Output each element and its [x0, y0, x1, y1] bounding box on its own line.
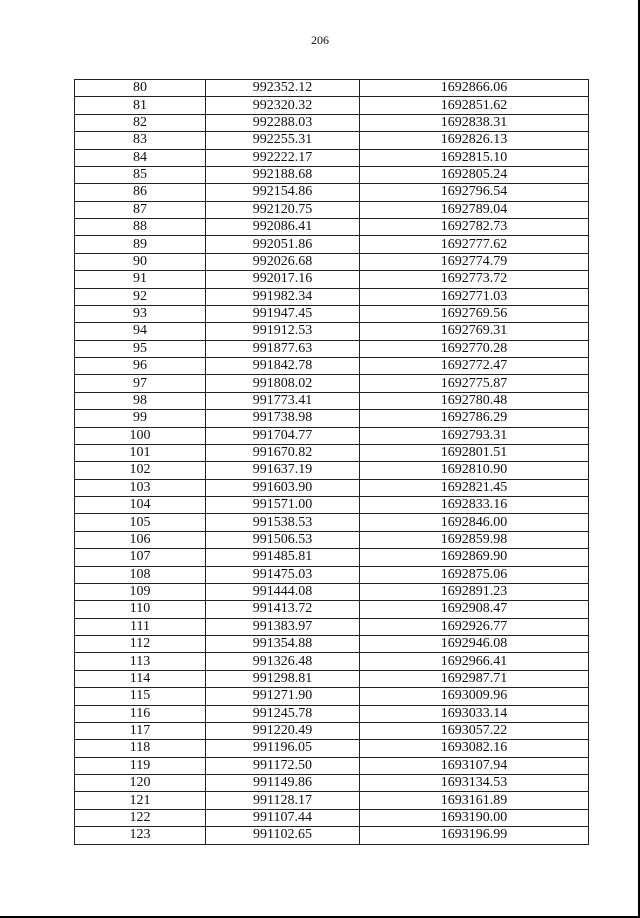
x-coordinate-cell: 992320.32: [206, 97, 360, 114]
x-coordinate-cell: 992255.31: [206, 132, 360, 149]
y-coordinate-cell: 1693161.89: [360, 792, 589, 809]
x-coordinate-cell: 991704.77: [206, 427, 360, 444]
point-number-cell: 84: [75, 149, 206, 166]
table-row: [75, 705, 589, 722]
point-number-cell: 113: [75, 653, 206, 670]
table-row: [75, 358, 589, 375]
point-number-cell: 115: [75, 688, 206, 705]
table-row: [75, 80, 589, 97]
x-coordinate-cell: 991982.34: [206, 288, 360, 305]
x-coordinate-cell: 991637.19: [206, 462, 360, 479]
x-coordinate-cell: 991326.48: [206, 653, 360, 670]
y-coordinate-cell: 1692846.00: [360, 514, 589, 531]
point-number-cell: 102: [75, 462, 206, 479]
x-coordinate-cell: 991271.90: [206, 688, 360, 705]
x-coordinate-cell: 991670.82: [206, 444, 360, 461]
y-coordinate-cell: 1692926.77: [360, 618, 589, 635]
table-row: [75, 740, 589, 757]
point-number-cell: 95: [75, 340, 206, 357]
point-number-cell: 117: [75, 722, 206, 739]
table-row: [75, 166, 589, 183]
y-coordinate-cell: 1692770.28: [360, 340, 589, 357]
point-number-cell: 91: [75, 271, 206, 288]
table-row: [75, 566, 589, 583]
point-number-cell: 116: [75, 705, 206, 722]
x-coordinate-cell: 992051.86: [206, 236, 360, 253]
table-row: [75, 531, 589, 548]
x-coordinate-cell: 992086.41: [206, 219, 360, 236]
y-coordinate-cell: 1693134.53: [360, 775, 589, 792]
x-coordinate-cell: 991107.44: [206, 809, 360, 826]
table-row: [75, 514, 589, 531]
point-number-cell: 110: [75, 601, 206, 618]
table-row: [75, 583, 589, 600]
y-coordinate-cell: 1692793.31: [360, 427, 589, 444]
x-coordinate-cell: 991128.17: [206, 792, 360, 809]
y-coordinate-cell: 1692908.47: [360, 601, 589, 618]
x-coordinate-cell: 991413.72: [206, 601, 360, 618]
point-number-cell: 86: [75, 184, 206, 201]
y-coordinate-cell: 1692786.29: [360, 410, 589, 427]
table-row: [75, 271, 589, 288]
point-number-cell: 93: [75, 305, 206, 322]
y-coordinate-cell: 1692987.71: [360, 670, 589, 687]
point-number-cell: 105: [75, 514, 206, 531]
point-number-cell: 98: [75, 392, 206, 409]
point-number-cell: 119: [75, 757, 206, 774]
point-number-cell: 114: [75, 670, 206, 687]
y-coordinate-cell: 1692851.62: [360, 97, 589, 114]
x-coordinate-cell: 992288.03: [206, 114, 360, 131]
table-row: [75, 757, 589, 774]
x-coordinate-cell: 991738.98: [206, 410, 360, 427]
y-coordinate-cell: 1692769.31: [360, 323, 589, 340]
y-coordinate-cell: 1692772.47: [360, 358, 589, 375]
x-coordinate-cell: 991220.49: [206, 722, 360, 739]
x-coordinate-cell: 991444.08: [206, 583, 360, 600]
point-number-cell: 104: [75, 497, 206, 514]
point-number-cell: 108: [75, 566, 206, 583]
x-coordinate-cell: 991102.65: [206, 827, 360, 844]
y-coordinate-cell: 1692891.23: [360, 583, 589, 600]
table-row: [75, 809, 589, 826]
point-number-cell: 94: [75, 323, 206, 340]
y-coordinate-cell: 1692771.03: [360, 288, 589, 305]
table-row: [75, 497, 589, 514]
table-row: [75, 479, 589, 496]
point-number-cell: 107: [75, 549, 206, 566]
table-row: [75, 722, 589, 739]
x-coordinate-cell: 991354.88: [206, 636, 360, 653]
y-coordinate-cell: 1692815.10: [360, 149, 589, 166]
point-number-cell: 101: [75, 444, 206, 461]
table-row: [75, 792, 589, 809]
y-coordinate-cell: 1692966.41: [360, 653, 589, 670]
x-coordinate-cell: 991808.02: [206, 375, 360, 392]
point-number-cell: 122: [75, 809, 206, 826]
x-coordinate-cell: 992352.12: [206, 80, 360, 97]
point-number-cell: 123: [75, 827, 206, 844]
x-coordinate-cell: 991538.53: [206, 514, 360, 531]
table-row: [75, 444, 589, 461]
y-coordinate-cell: 1692875.06: [360, 566, 589, 583]
y-coordinate-cell: 1693057.22: [360, 722, 589, 739]
y-coordinate-cell: 1692775.87: [360, 375, 589, 392]
point-number-cell: 106: [75, 531, 206, 548]
y-coordinate-cell: 1693082.16: [360, 740, 589, 757]
table-row: [75, 149, 589, 166]
point-number-cell: 103: [75, 479, 206, 496]
point-number-cell: 89: [75, 236, 206, 253]
point-number-cell: 118: [75, 740, 206, 757]
table-row: [75, 236, 589, 253]
table-row: [75, 201, 589, 218]
table-row: [75, 827, 589, 844]
y-coordinate-cell: 1693190.00: [360, 809, 589, 826]
table-row: [75, 219, 589, 236]
y-coordinate-cell: 1692773.72: [360, 271, 589, 288]
x-coordinate-cell: 991383.97: [206, 618, 360, 635]
page-number: 206: [311, 33, 329, 47]
x-coordinate-cell: 991485.81: [206, 549, 360, 566]
point-number-cell: 109: [75, 583, 206, 600]
x-coordinate-cell: 991603.90: [206, 479, 360, 496]
table-row: [75, 670, 589, 687]
y-coordinate-cell: 1693009.96: [360, 688, 589, 705]
x-coordinate-cell: 991475.03: [206, 566, 360, 583]
point-number-cell: 121: [75, 792, 206, 809]
table-row: [75, 427, 589, 444]
table-row: [75, 653, 589, 670]
y-coordinate-cell: 1692796.54: [360, 184, 589, 201]
point-number-cell: 92: [75, 288, 206, 305]
point-number-cell: 112: [75, 636, 206, 653]
y-coordinate-cell: 1692789.04: [360, 201, 589, 218]
x-coordinate-cell: 991877.63: [206, 340, 360, 357]
x-coordinate-cell: 991947.45: [206, 305, 360, 322]
table-row: [75, 636, 589, 653]
point-number-cell: 100: [75, 427, 206, 444]
point-number-cell: 87: [75, 201, 206, 218]
x-coordinate-cell: 991842.78: [206, 358, 360, 375]
point-number-cell: 82: [75, 114, 206, 131]
y-coordinate-cell: 1692838.31: [360, 114, 589, 131]
point-number-cell: 81: [75, 97, 206, 114]
table-row: [75, 392, 589, 409]
table-row: [75, 305, 589, 322]
coordinates-table-body: [75, 80, 589, 845]
x-coordinate-cell: 992026.68: [206, 253, 360, 270]
point-number-cell: 88: [75, 219, 206, 236]
coordinates-table: [74, 79, 589, 845]
y-coordinate-cell: 1692866.06: [360, 80, 589, 97]
point-number-cell: 85: [75, 166, 206, 183]
point-number-cell: 120: [75, 775, 206, 792]
y-coordinate-cell: 1692821.45: [360, 479, 589, 496]
y-coordinate-cell: 1692774.79: [360, 253, 589, 270]
table-row: [75, 601, 589, 618]
point-number-cell: 111: [75, 618, 206, 635]
x-coordinate-cell: 991773.41: [206, 392, 360, 409]
point-number-cell: 96: [75, 358, 206, 375]
x-coordinate-cell: 991172.50: [206, 757, 360, 774]
y-coordinate-cell: 1692859.98: [360, 531, 589, 548]
table-row: [75, 97, 589, 114]
y-coordinate-cell: 1692805.24: [360, 166, 589, 183]
y-coordinate-cell: 1692777.62: [360, 236, 589, 253]
x-coordinate-cell: 992120.75: [206, 201, 360, 218]
table-row: [75, 688, 589, 705]
y-coordinate-cell: 1693033.14: [360, 705, 589, 722]
y-coordinate-cell: 1692826.13: [360, 132, 589, 149]
y-coordinate-cell: 1692946.08: [360, 636, 589, 653]
y-coordinate-cell: 1692782.73: [360, 219, 589, 236]
x-coordinate-cell: 992154.86: [206, 184, 360, 201]
point-number-cell: 90: [75, 253, 206, 270]
point-number-cell: 83: [75, 132, 206, 149]
x-coordinate-cell: 991245.78: [206, 705, 360, 722]
table-row: [75, 288, 589, 305]
y-coordinate-cell: 1693107.94: [360, 757, 589, 774]
table-row: [75, 253, 589, 270]
table-row: [75, 323, 589, 340]
y-coordinate-cell: 1692810.90: [360, 462, 589, 479]
x-coordinate-cell: 992222.17: [206, 149, 360, 166]
x-coordinate-cell: 992188.68: [206, 166, 360, 183]
x-coordinate-cell: 991912.53: [206, 323, 360, 340]
table-row: [75, 375, 589, 392]
table-row: [75, 549, 589, 566]
y-coordinate-cell: 1693196.99: [360, 827, 589, 844]
y-coordinate-cell: 1692769.56: [360, 305, 589, 322]
x-coordinate-cell: 992017.16: [206, 271, 360, 288]
point-number-cell: 99: [75, 410, 206, 427]
x-coordinate-cell: 991506.53: [206, 531, 360, 548]
table-row: [75, 114, 589, 131]
point-number-cell: 80: [75, 80, 206, 97]
point-number-cell: 97: [75, 375, 206, 392]
table-row: [75, 618, 589, 635]
y-coordinate-cell: 1692780.48: [360, 392, 589, 409]
table-row: [75, 184, 589, 201]
y-coordinate-cell: 1692869.90: [360, 549, 589, 566]
table-row: [75, 775, 589, 792]
table-row: [75, 340, 589, 357]
table-row: [75, 132, 589, 149]
table-row: [75, 410, 589, 427]
x-coordinate-cell: 991571.00: [206, 497, 360, 514]
x-coordinate-cell: 991196.05: [206, 740, 360, 757]
y-coordinate-cell: 1692801.51: [360, 444, 589, 461]
x-coordinate-cell: 991149.86: [206, 775, 360, 792]
x-coordinate-cell: 991298.81: [206, 670, 360, 687]
table-row: [75, 462, 589, 479]
y-coordinate-cell: 1692833.16: [360, 497, 589, 514]
